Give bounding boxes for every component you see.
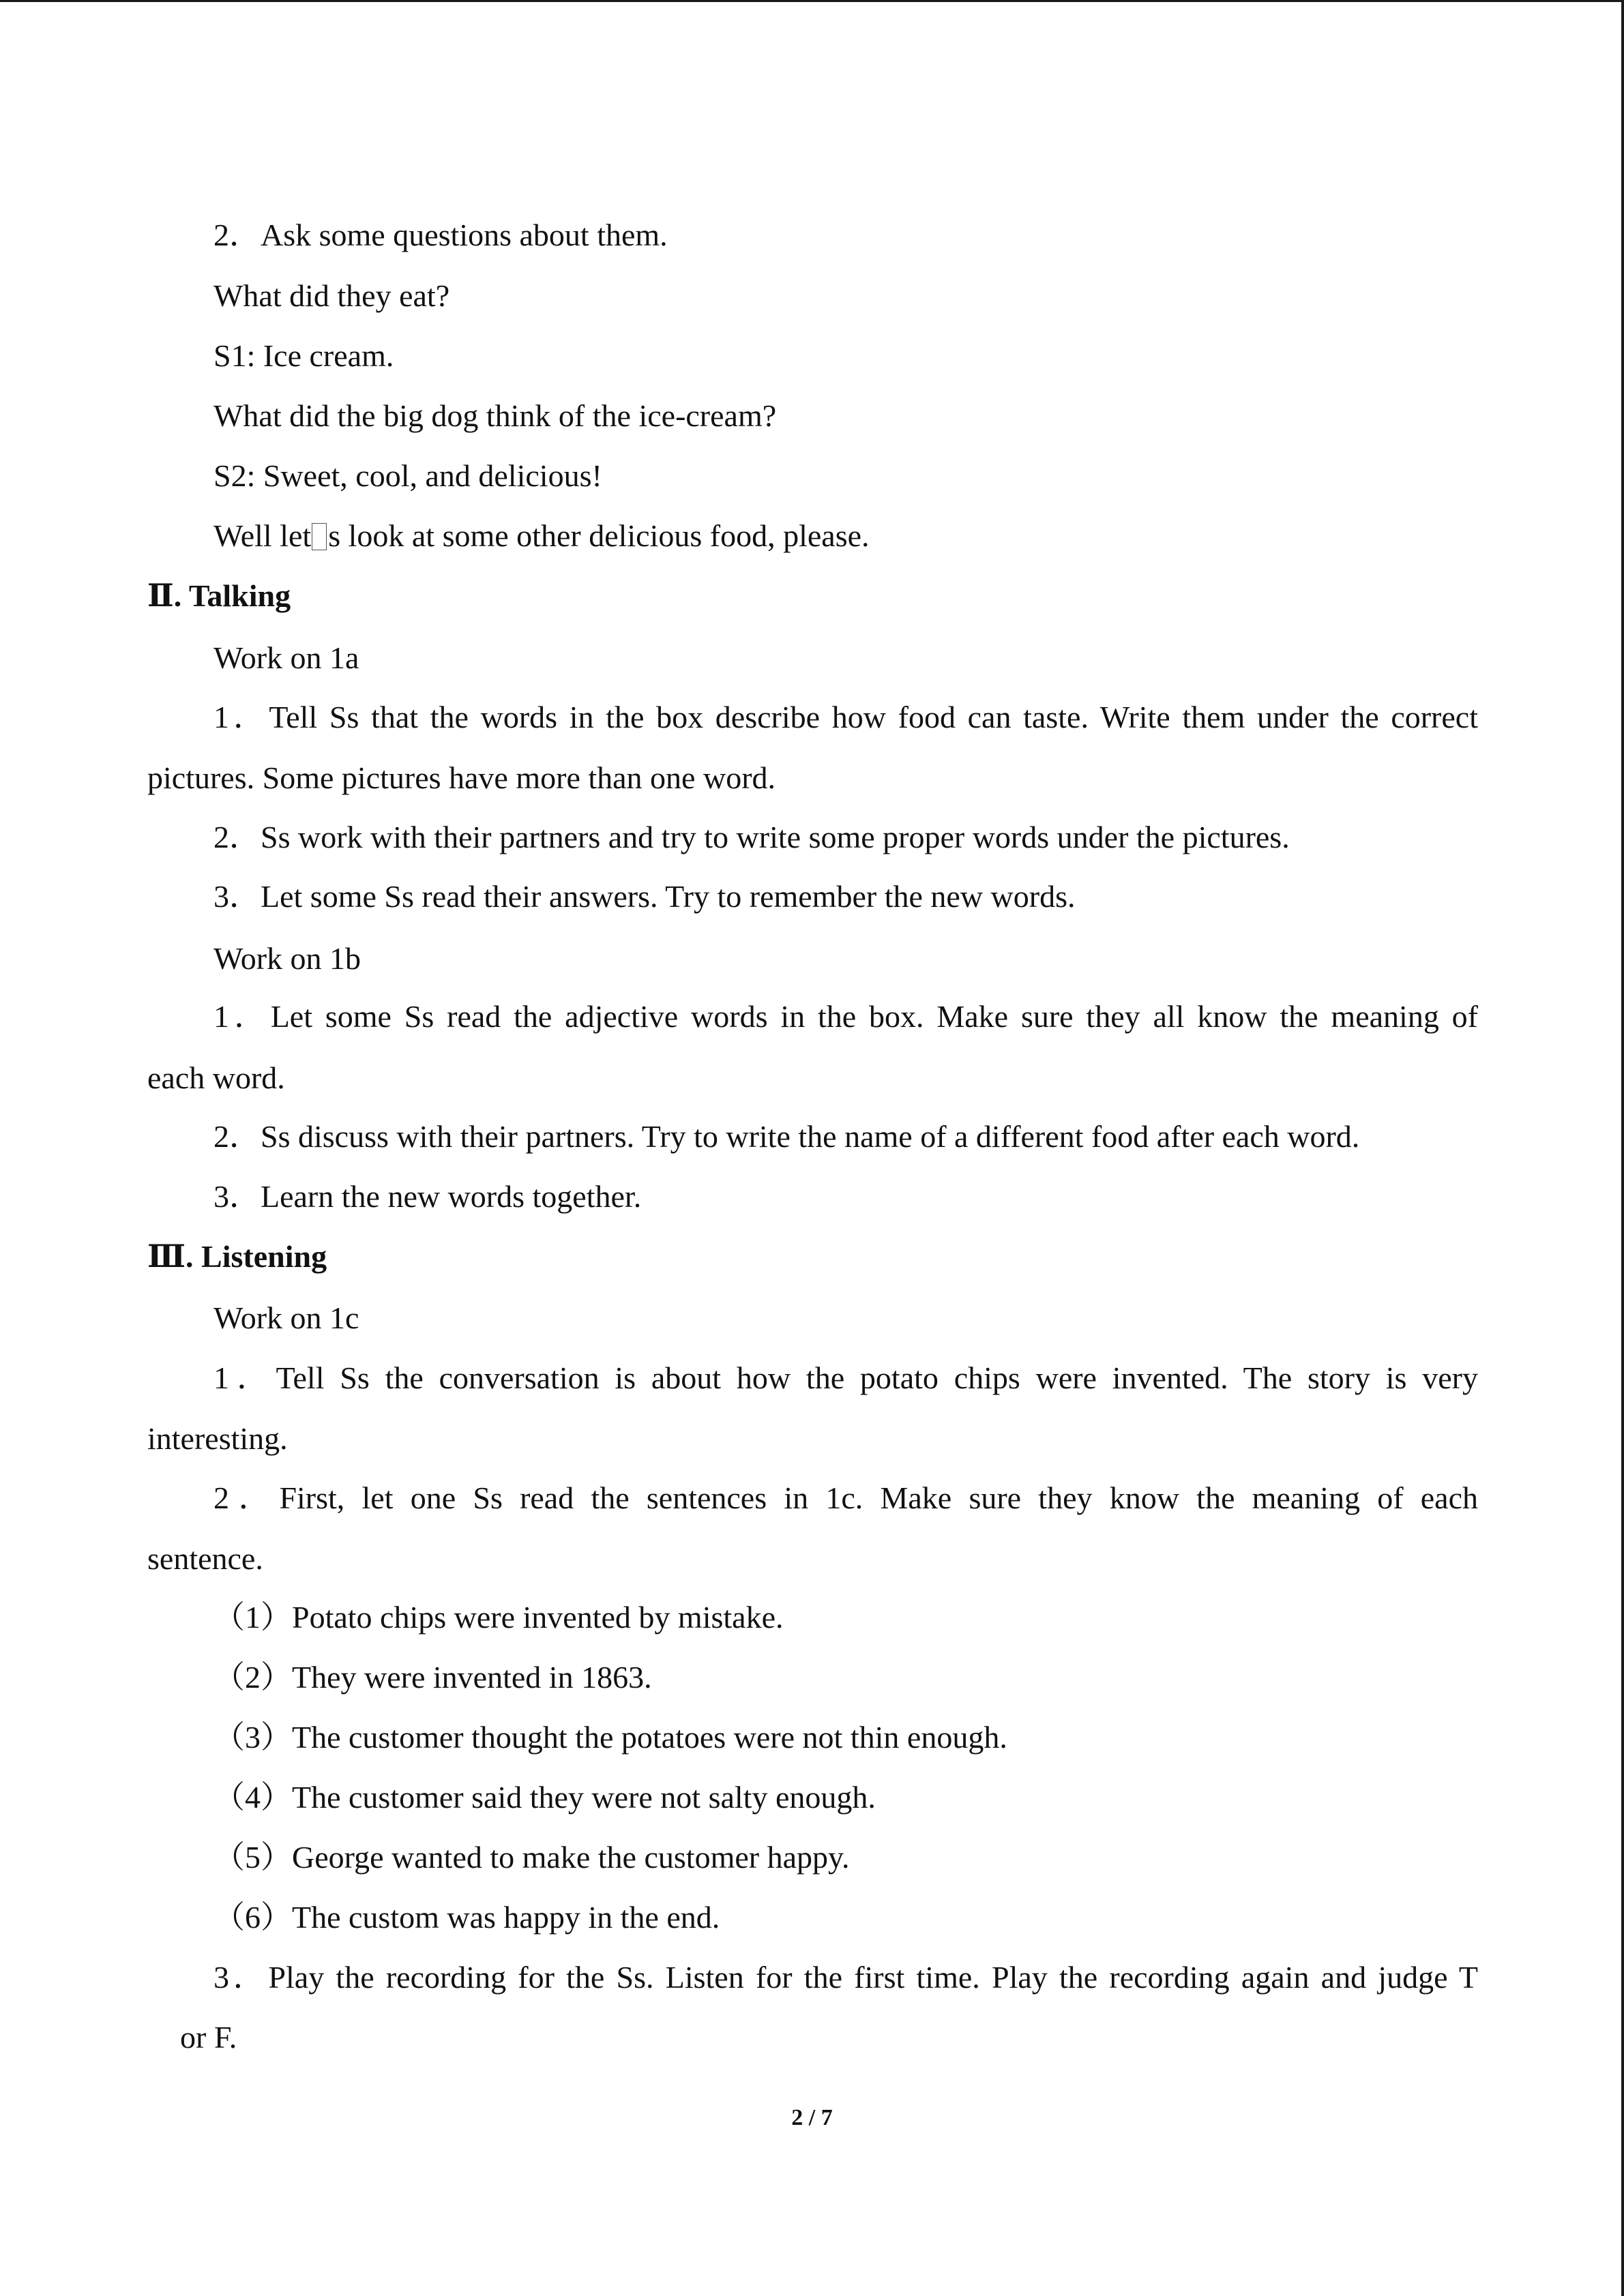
listening-1c-step-3-line-2: or F. [180, 2020, 237, 2055]
page-number: 2 / 7 [791, 2105, 833, 2130]
missing-glyph-box [312, 523, 327, 550]
sentence-item-4: （4）The customer said they were not salty enough. [213, 1780, 876, 1815]
talking-1b-step-1-line-1: 1．Let some Ss read the adjective words in the box. Make sure they all know the meaning of [213, 999, 1478, 1034]
section-heading-talking: Ⅱ. Talking [147, 578, 291, 613]
work-on-1b: Work on 1b [213, 941, 361, 976]
listening-1c-step-2-line-1: 2．First, let one Ss read the sentences in 1c. Make sure they know the meaning of each [213, 1480, 1478, 1515]
talking-1a-step-1-line-1: 1．Tell Ss that the words in the box describe how food can taste. Write them under the correct [213, 700, 1478, 734]
intro-step-2: 2．Ask some questions about them. [213, 218, 668, 252]
intro-answer-1: S1: Ice cream. [213, 338, 394, 373]
sentence-item-3: （3）The customer thought the potatoes were not thin enough. [213, 1720, 1007, 1755]
work-on-1a: Work on 1a [213, 640, 359, 675]
listening-1c-step-1-line-2: interesting. [147, 1421, 288, 1456]
talking-1b-step-3: 3．Learn the new words together. [213, 1179, 642, 1214]
sentence-item-1: （1）Potato chips were invented by mistake. [213, 1600, 784, 1635]
sentence-item-5: （5）George wanted to make the customer happy. [213, 1840, 850, 1875]
talking-1a-step-2: 2．Ss work with their partners and try to write some proper words under the pictures. [213, 820, 1290, 854]
intro-question-1: What did they eat? [213, 278, 450, 313]
listening-1c-step-1-line-1: 1．Tell Ss the conversation is about how the potato chips were invented. The story is very [213, 1360, 1478, 1395]
intro-answer-2: S2: Sweet, cool, and delicious! [213, 458, 602, 493]
transition-text-end: s look at some other delicious food, please. [328, 518, 870, 553]
section-heading-listening: Ⅲ. Listening [147, 1239, 327, 1274]
talking-1b-step-1-line-2: each word. [147, 1060, 285, 1095]
talking-1a-step-1-line-2: pictures. Some pictures have more than one word. [147, 760, 776, 795]
work-on-1c: Work on 1c [213, 1300, 359, 1335]
intro-question-2: What did the big dog think of the ice-cream? [213, 398, 777, 433]
talking-1a-step-3: 3．Let some Ss read their answers. Try to remember the new words. [213, 879, 1076, 914]
listening-1c-step-3-line-1: 3．Play the recording for the Ss. Listen for the first time. Play the recording again and judge T [213, 1960, 1478, 1995]
transition-text-start: Well let [213, 518, 312, 553]
listening-1c-step-2-line-2: sentence. [147, 1541, 263, 1576]
intro-transition-line [213, 516, 870, 556]
sentence-item-2: （2）They were invented in 1863. [213, 1660, 652, 1695]
sentence-item-6: （6）The custom was happy in the end. [213, 1900, 720, 1935]
talking-1b-step-2: 2．Ss discuss with their partners. Try to write the name of a different food after each word. [213, 1119, 1360, 1154]
